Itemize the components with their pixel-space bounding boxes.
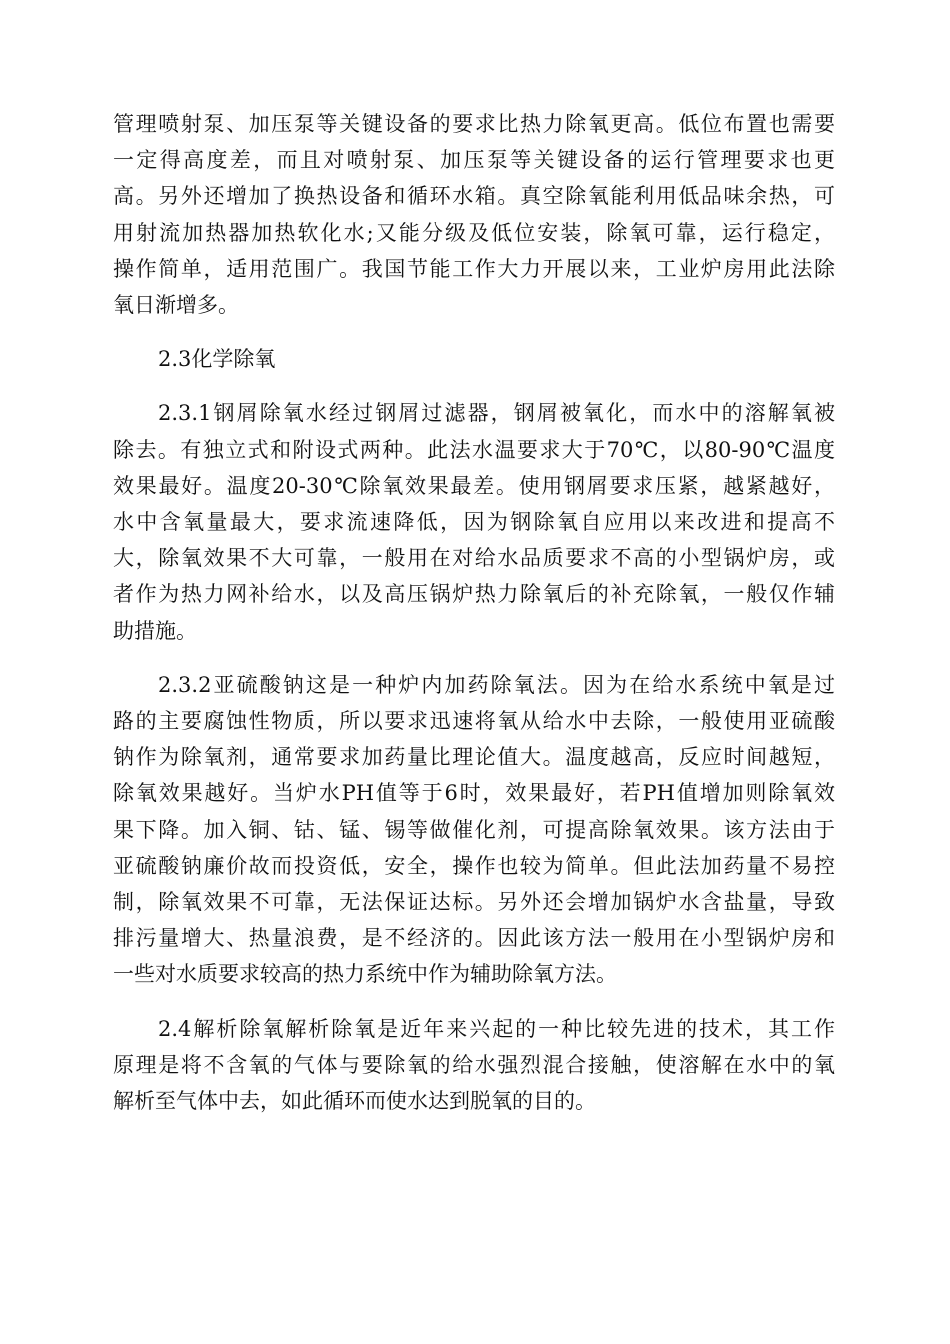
text-line: 一些对水质要求较高的热力系统中作为辅助除氧方法。	[113, 962, 617, 987]
text-line: 解析至气体中去，如此循环而使水达到脱氧的目的。	[113, 1089, 596, 1114]
text-line: 操作简单，适用范围广。我国节能工作大力开展以来，工业炉房用此法除	[113, 256, 835, 281]
text-line: 2.3.1钢屑除氧水经过钢屑过滤器，钢屑被氧化，而水中的溶解氧被	[158, 401, 835, 426]
heading-text: 2.3化学除氧	[158, 347, 276, 372]
text-line: 水中含氧量最大，要求流速降低，因为钢除氧自应用以来改进和提高不	[113, 510, 835, 535]
paragraph-vacuum-deaeration-continued	[113, 106, 835, 323]
text-line: 管理喷射泵、加压泵等关键设备的要求比热力除氧更高。低位布置也需要	[113, 112, 835, 136]
text-line: 者作为热力网补给水，以及高压锅炉热力除氧后的补充除氧，一般仅作辅	[113, 582, 835, 607]
text-line: 制，除氧效果不可靠，无法保证达标。另外还会增加锅炉水含盐量，导致	[113, 890, 835, 915]
text-line: 高。另外还增加了换热设备和循环水箱。真空除氧能利用低品味余热，可	[113, 184, 835, 209]
paragraph-2-3-2-sodium-sulfite	[113, 667, 835, 993]
text-line: 排污量增大、热量浪费，是不经济的。因此该方法一般用在小型锅炉房和	[113, 926, 835, 951]
section-heading-2-3	[113, 341, 835, 377]
text-line: 大，除氧效果不大可靠，一般用在对给水品质要求不高的小型锅炉房，或	[113, 546, 835, 571]
text-line: 路的主要腐蚀性物质，所以要求迅速将氧从给水中去除，一般使用亚硫酸	[113, 709, 835, 734]
paragraph-2-3-1-steel-scrap	[113, 395, 835, 648]
text-line: 原理是将不含氧的气体与要除氧的给水强烈混合接触，使溶解在水中的氧	[113, 1052, 835, 1077]
text-line: 效果最好。温度20-30℃除氧效果最差。使用钢屑要求压紧，越紧越好，	[113, 473, 835, 498]
text-line: 氧日渐增多。	[113, 293, 239, 318]
text-line: 亚硫酸钠廉价故而投资低，安全，操作也较为简单。但此法加药量不易控	[113, 853, 835, 878]
text-line: 2.4解析除氧解析除氧是近年来兴起的一种比较先进的技术，其工作	[158, 1016, 835, 1041]
text-line: 果下降。加入铜、钴、锰、锡等做催化剂，可提高除氧效果。该方法由于	[113, 817, 835, 842]
text-line: 除去。有独立式和附设式两种。此法水温要求大于70℃，以80-90℃温度	[113, 437, 835, 462]
text-line: 除氧效果越好。当炉水PH值等于6时，效果最好，若PH值增加则除氧效	[113, 781, 835, 806]
text-line: 钠作为除氧剂，通常要求加药量比理论值大。温度越高，反应时间越短，	[113, 745, 835, 770]
text-line: 助措施。	[113, 618, 197, 643]
text-line: 2.3.2亚硫酸钠这是一种炉内加药除氧法。因为在给水系统中氧是过	[158, 672, 835, 697]
document-body	[113, 106, 835, 1137]
text-line: 一定得高度差，而且对喷射泵、加压泵等关键设备的运行管理要求也更	[113, 148, 835, 173]
text-line: 用射流加热器加热软化水;又能分级及低位安装，除氧可靠，运行稳定，	[113, 220, 835, 245]
paragraph-2-4-desorption-deaeration	[113, 1011, 835, 1120]
